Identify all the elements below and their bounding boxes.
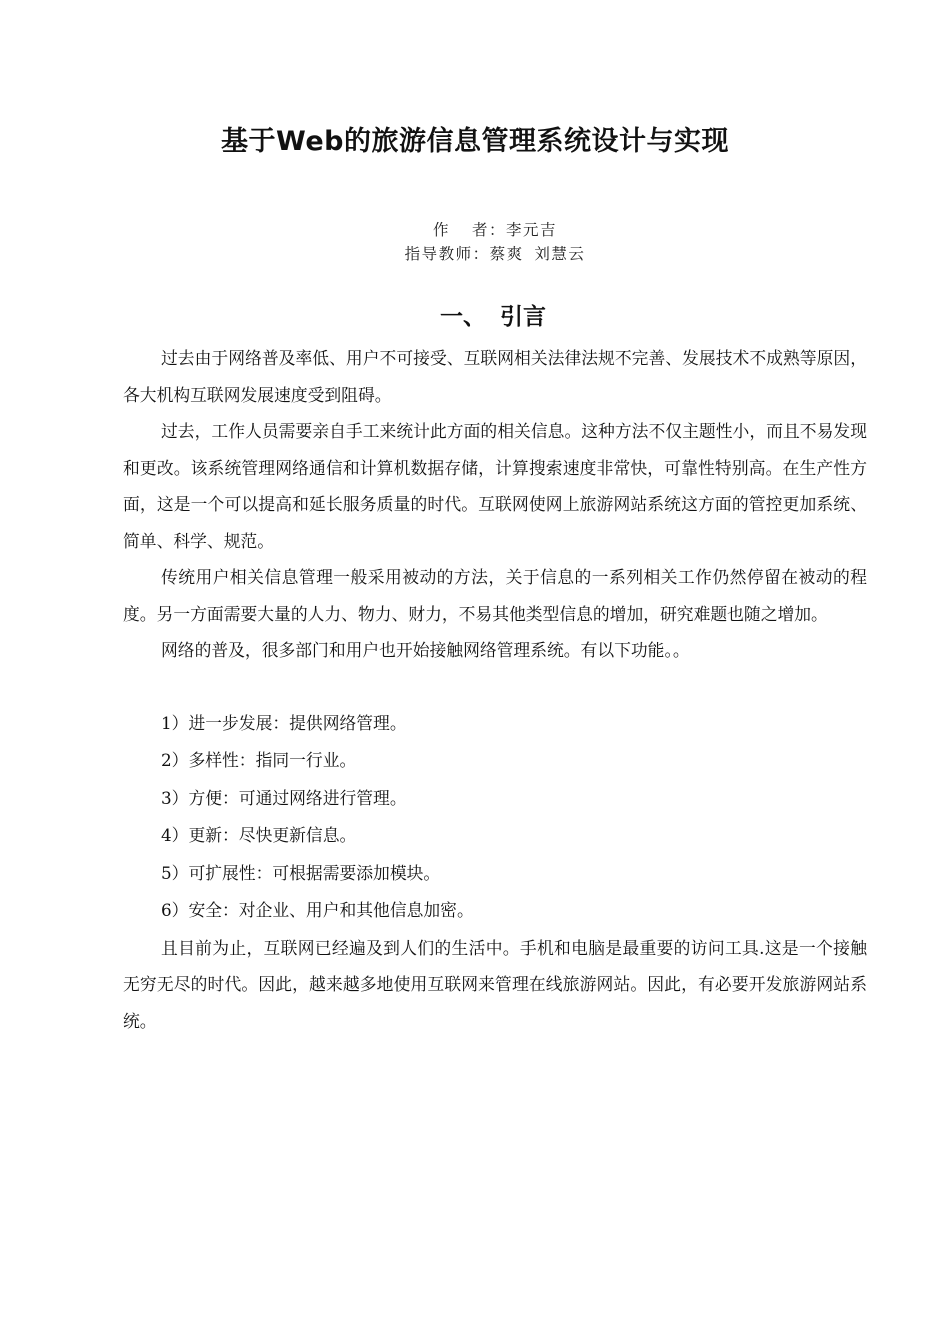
- section-number: 一、: [440, 304, 486, 330]
- advisor-line: [0, 242, 950, 264]
- feature-item: 3）方便：可通过网络进行管理。: [161, 787, 407, 808]
- author-label: 作: [432, 221, 450, 239]
- feature-item: 6）安全：对企业、用户和其他信息加密。: [161, 900, 474, 920]
- document-title: 基于Web的旅游信息管理系统设计与实现: [221, 126, 729, 157]
- paragraph: 网络的普及，很多部门和用户也开始接触网络管理系统。有以下功能。。: [161, 640, 690, 660]
- feature-item: 1）进一步发展：提供网络管理。: [161, 712, 407, 733]
- paragraph: 过去由于网络普及率低、用户不可接受、互联网相关法律法规不完善、发展技术不成熟等原因，各大机构互联网发展速度受到阻碍。: [123, 348, 867, 405]
- section-heading: [0, 300, 950, 334]
- feature-list: [123, 705, 867, 930]
- paragraph: 传统用户相关信息管理一般采用被动的方法，关于信息的一系列相关工作仍然停留在被动的程度。另一方面需要大量的人力、物力、财力，不易其他类型信息的增加，研究难题也随之增加。: [123, 567, 867, 624]
- feature-item: 4）更新：尽快更新信息。: [161, 825, 357, 845]
- body-text: [123, 340, 867, 1039]
- paragraph-spacer: [123, 669, 867, 705]
- closing-paragraph: 且目前为止，互联网已经遍及到人们的生活中。手机和电脑是最重要的访问工具.这是一个接触无穷无尽的时代。因此，越来越多地使用互联网来管理在线旅游网站。因此，有必要开发旅游网站系统。: [123, 937, 867, 1031]
- feature-item: 5）可扩展性：可根据需要添加模块。: [161, 862, 441, 883]
- section-title: 引言: [500, 304, 546, 330]
- advisor-names: 蔡爽 刘慧云: [489, 245, 586, 263]
- advisor-label: 指导教师：: [404, 245, 490, 263]
- author-name: 李元吉: [506, 221, 558, 239]
- author-label-suffix: 者：: [471, 221, 506, 239]
- paragraph: 过去，工作人员需要亲自手工来统计此方面的相关信息。这种方法不仅主题性小，而且不易发现和更改。该系统管理网络通信和计算机数据存储，计算搜索速度非常快，可靠性特别高。在生产性方面，这是一个可以提高和延长服务质量的时代。互联网使网上旅游网站系统这方面的管控更加系统、简单、科学、规范。: [123, 421, 867, 551]
- author-line: [0, 218, 950, 240]
- feature-item: 2）多样性：指同一行业。: [161, 750, 357, 770]
